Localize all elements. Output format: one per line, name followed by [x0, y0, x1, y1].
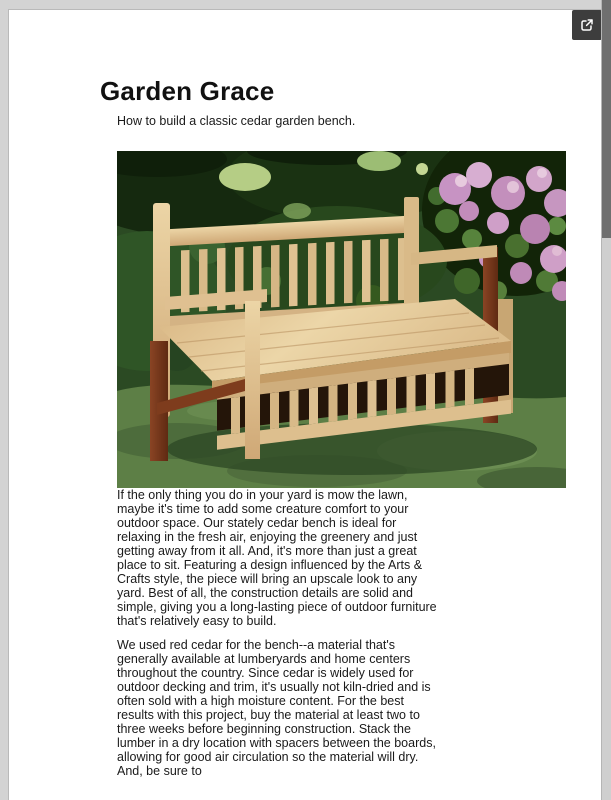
article-title: Garden Grace [100, 76, 275, 106]
external-link-icon [579, 17, 595, 33]
open-external-button[interactable] [572, 10, 602, 40]
scrollbar-thumb[interactable] [602, 0, 611, 238]
bench-photo-illustration [117, 151, 566, 488]
article-body [117, 488, 441, 788]
article-paragraph-1: If the only thing you do in your yard is mow the lawn, maybe it's time to add some creature comfort to your outdoor space. Our stately cedar bench is ideal for relaxing in the fresh air, enjoying the greenery and just getting away from it all. And, it's more than just a great place to sit. Featuring a design influenced by the Arts & Crafts style, the piece will bring an upscale look to any yard. Best of all, the construction details are solid and simple, giving you a long-lasting piece of outdoor furniture that's relatively easy to build. [117, 488, 437, 628]
bench-photo [117, 151, 566, 488]
document-page [9, 10, 601, 800]
scrollbar[interactable] [601, 0, 611, 800]
article-subtitle: How to build a classic cedar garden bench. [117, 114, 356, 128]
article-paragraph-2: We used red cedar for the bench--a material that's generally available at lumberyards and home centers throughout the country. Since cedar is widely used for outdoor decking and trim, it's usually not kiln-dried and is often sold with a high moisture content. For the best results with this project, buy the material at least two to three weeks before beginning construction. Stack the lumber in a dry location with spacers between the boards, allowing for good air circulation so the material will dry. And, be sure to [117, 638, 436, 778]
